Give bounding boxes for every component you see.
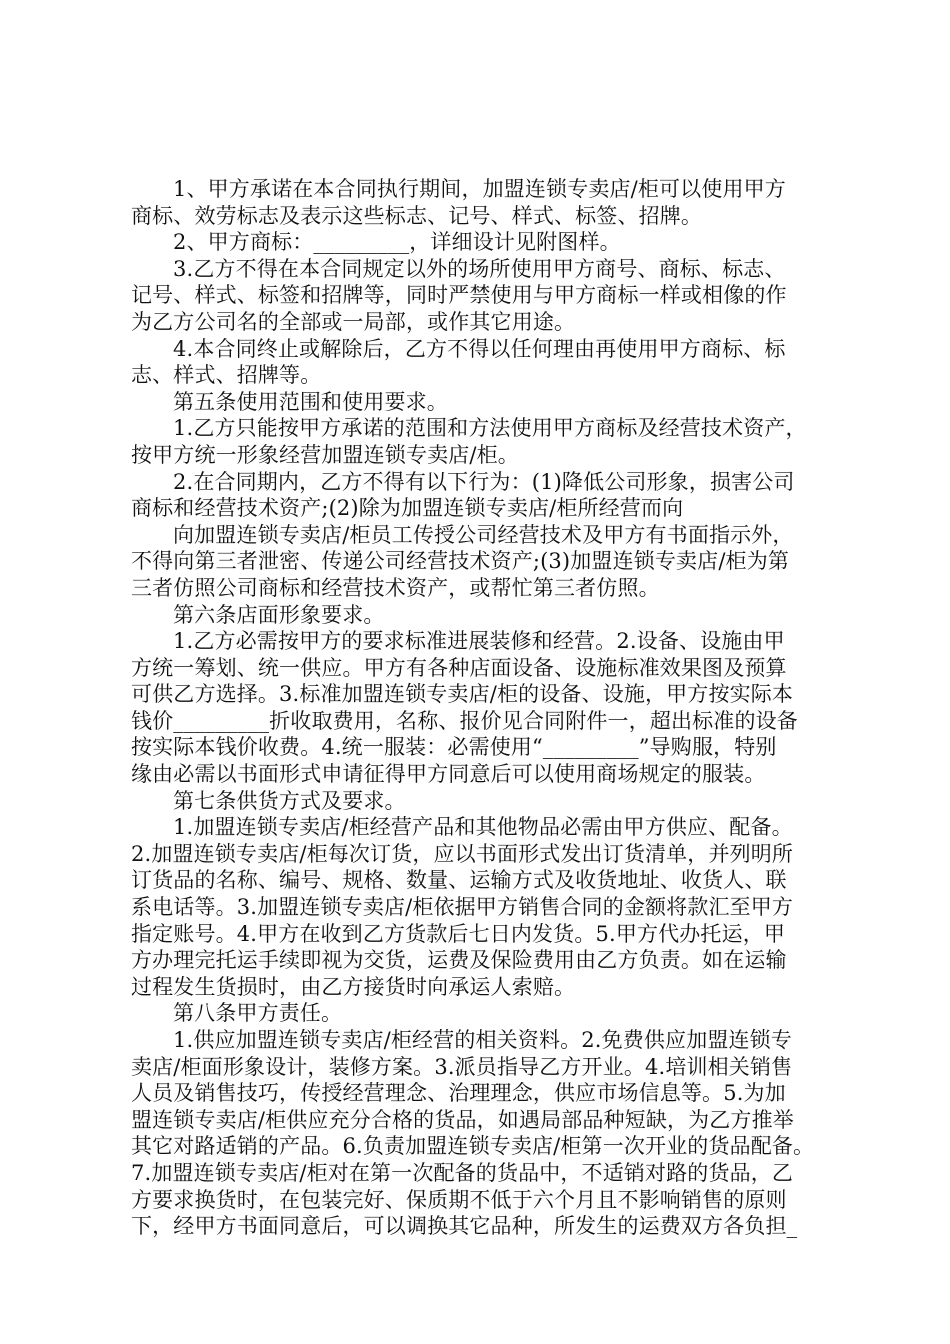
text-line: 2.加盟连锁专卖店/柜每次订货，应以书面形式发出订货清单，并列明所 [131,841,794,866]
text-line: 第八条甲方责任。 [173,1001,343,1026]
text-line: 7.加盟连锁专卖店/柜对在第一次配备的货品中，不适销对路的货品，乙 [131,1160,794,1185]
text-line: 卖店/柜面形象设计，装修方案。3.派员指导乙方开业。4.培训相关销售 [131,1054,793,1079]
text-line: 第六条店面形象要求。 [173,602,385,627]
text-line: 可供乙方选择。3.标准加盟连锁专卖店/柜的设备、设施，甲方按实际本 [131,682,794,707]
text-line: 1.加盟连锁专卖店/柜经营产品和其他物品必需由甲方供应、配备。 [173,815,793,840]
text-line: 缘由必需以书面形式申请征得甲方同意后可以使用商场规定的服装。 [131,762,766,787]
text-line: 为乙方公司名的全部或一局部，或作其它用途。 [131,309,576,334]
text-line: 三者仿照公司商标和经营技术资产，或帮忙第三者仿照。 [131,575,660,600]
text-line: 商标和经营技术资产;(2)除为加盟连锁专卖店/柜所经营而向 [131,496,684,521]
text-line: 钱价_________折收取费用，名称、报价见合同附件一，超出标准的设备 [131,708,798,733]
text-line: 按甲方统一形象经营加盟连锁专卖店/柜。 [131,442,519,467]
contract-body-text [131,176,861,1240]
text-line: 订货品的名称、编号、规格、数量、运输方式及收货地址、收货人、联 [131,868,787,893]
text-line: 2.在合同期内，乙方不得有以下行为：(1)降低公司形象，损害公司 [173,469,795,494]
text-line: 系电话等。3.加盟连锁专卖店/柜依据甲方销售合同的金额将款汇至甲方 [131,895,794,920]
text-line: 1.乙方只能按甲方承诺的范围和方法使用甲方商标及经营技术资产， [173,416,807,441]
text-line: 方办理完托运手续即视为交货，运费及保险费用由乙方负责。如在运输 [131,948,787,973]
text-line: 2、甲方商标：_________，详细设计见附图样。 [173,230,621,255]
text-line: 方要求换货时，在包装完好、保质期不低于六个月且不影响销售的原则 [131,1187,787,1212]
text-line: 人员及销售技巧，传授经营理念、治理理念，供应市场信息等。5.为加 [131,1081,786,1106]
text-line: 记号、样式、标签和招牌等，同时严禁使用与甲方商标一样或相像的作 [131,283,787,308]
text-line: 3.乙方不得在本合同规定以外的场所使用甲方商号、商标、标志、 [173,256,786,281]
text-line: 其它对路适销的产品。6.负责加盟连锁专卖店/柜第一次开业的货品配备。 [131,1134,815,1159]
text-line: 志、样式、招牌等。 [131,363,322,388]
text-line: 下，经甲方书面同意后，可以调换其它品种，所发生的运费双方各负担_ [131,1214,798,1239]
text-line: 按实际本钱价收费。4.统一服装：必需使用“_________”导购服，特别 [131,735,777,760]
text-line: 盟连锁专卖店/柜供应充分合格的货品，如遇局部品种短缺，为乙方推举 [131,1107,794,1132]
text-line: 1.乙方必需按甲方的要求标准进展装修和经营。2.设备、设施由甲 [173,629,785,654]
text-line: 1、甲方承诺在本合同执行期间，加盟连锁专卖店/柜可以使用甲方 [173,177,786,201]
text-line: 1.供应加盟连锁专卖店/柜经营的相关资料。2.免费供应加盟连锁专 [173,1028,792,1052]
text-line: 方统一筹划、统一供应。甲方有各种店面设备、设施标准效果图及预算 [131,655,787,680]
text-line: 过程发生货损时，由乙方接货时向承运人索赔。 [131,974,576,999]
text-line: 商标、效劳标志及表示这些标志、记号、样式、标签、招牌。 [131,203,703,228]
text-line: 不得向第三者泄密、传递公司经营技术资产;(3)加盟连锁专卖店/柜为第 [131,549,789,574]
text-line: 向加盟连锁专卖店/柜员工传授公司经营技术及甲方有书面指示外， [173,522,794,547]
text-line: 4.本合同终止或解除后，乙方不得以任何理由再使用甲方商标、标 [173,336,786,361]
text-line: 第七条供货方式及要求。 [173,788,406,813]
text-line: 第五条使用范围和使用要求。 [173,389,448,414]
text-line: 指定账号。4.甲方在收到乙方货款后七日内发货。5.甲方代办托运，甲 [131,921,786,946]
